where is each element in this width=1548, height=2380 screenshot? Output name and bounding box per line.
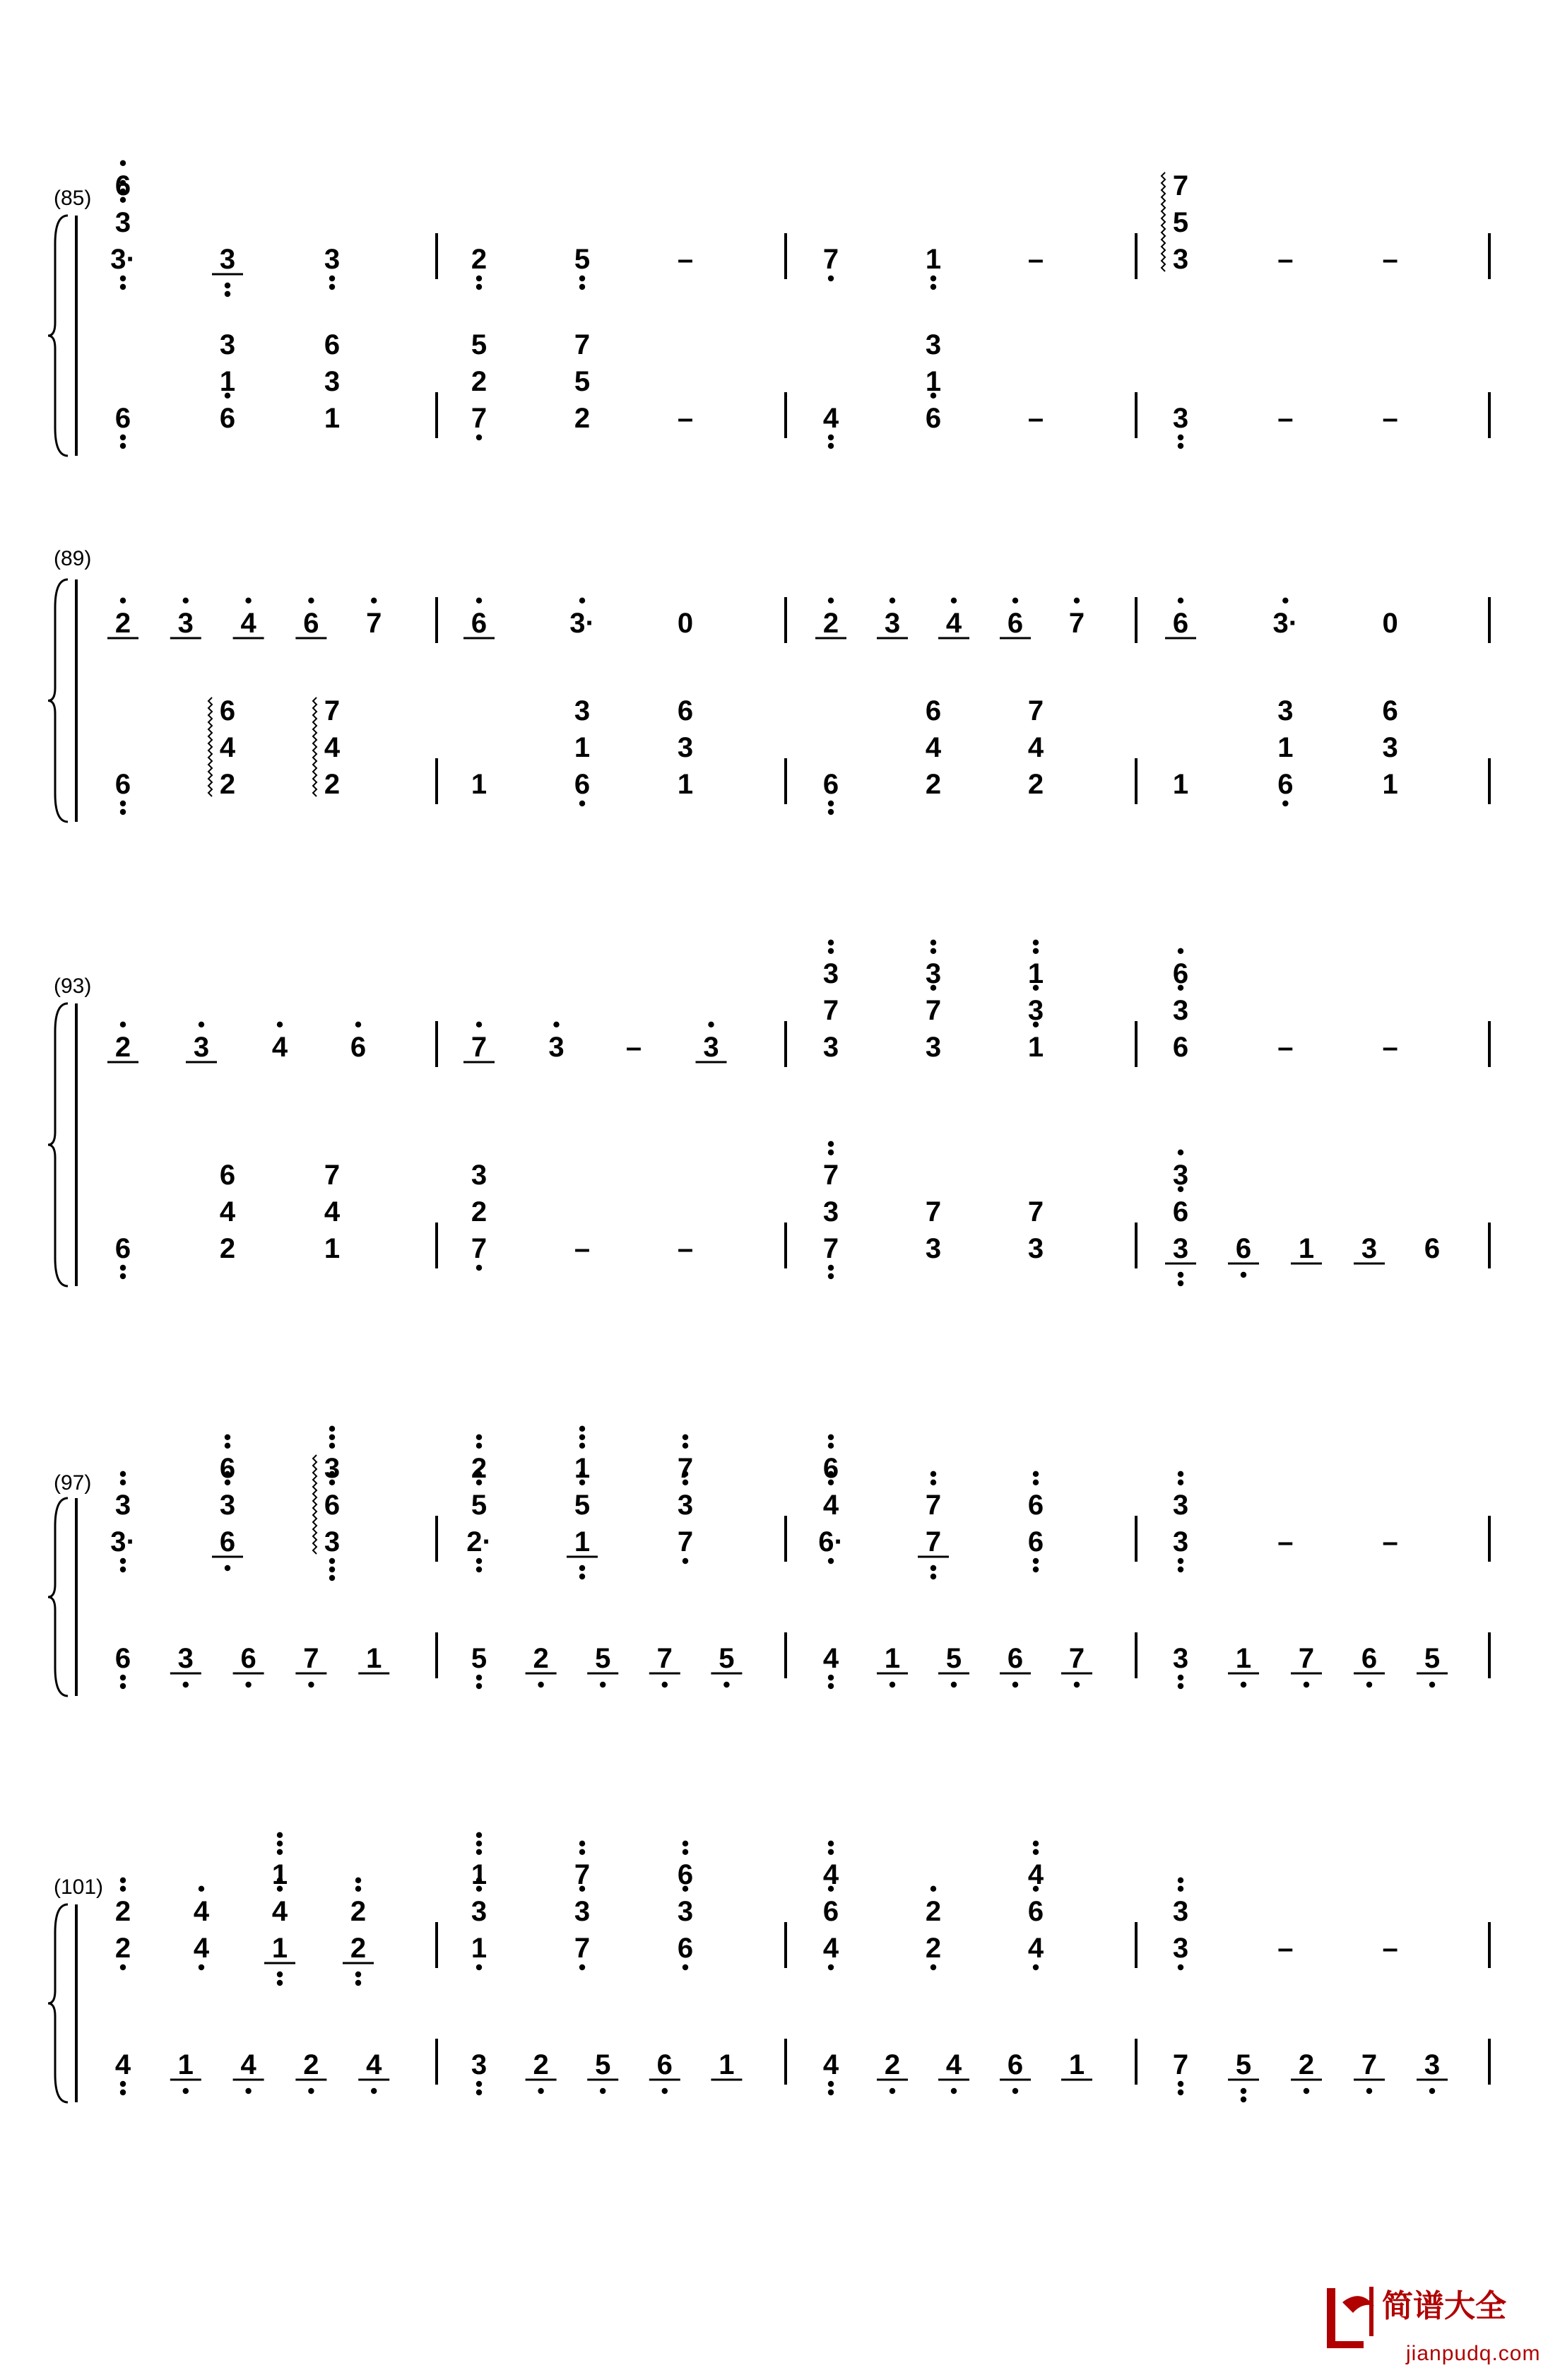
- upper-note: 3: [324, 1526, 341, 1557]
- lower-note: 7: [303, 1643, 319, 1674]
- lower-note: 2: [219, 1233, 236, 1264]
- upper-note: 2·: [466, 1526, 492, 1557]
- chord-note: 5: [574, 1490, 591, 1521]
- chord-note: 4: [822, 1490, 839, 1521]
- upper-note: 0: [677, 608, 694, 639]
- lower-note: –: [1382, 403, 1398, 434]
- system: [48, 1426, 1489, 1696]
- chord-note: 1: [1277, 732, 1294, 763]
- chord-note: 4: [925, 732, 942, 763]
- upper-note: –: [1382, 1032, 1398, 1063]
- upper-note: 3: [219, 244, 236, 275]
- upper-note: 6: [219, 1526, 236, 1557]
- lower-note: 6: [925, 403, 942, 434]
- lower-note: 4: [366, 2049, 382, 2080]
- upper-note: –: [677, 244, 694, 275]
- lower-note: 3: [471, 2049, 488, 2080]
- chord-note: 3: [677, 1490, 694, 1521]
- lower-note: 4: [945, 2049, 962, 2080]
- upper-note: 3: [548, 1032, 565, 1063]
- lower-note: 3: [177, 1643, 194, 1674]
- brand-text: 简谱大全: [1382, 2289, 1506, 2323]
- chord-note: 3: [1172, 1160, 1189, 1191]
- lower-note: 3: [1027, 1233, 1044, 1264]
- chord-note: 3: [114, 1490, 131, 1521]
- chord-note: 1: [1027, 958, 1044, 989]
- chord-note: 6: [1172, 1196, 1189, 1227]
- lower-note: –: [677, 1233, 694, 1264]
- lower-note: –: [677, 403, 694, 434]
- upper-note: 3: [1172, 244, 1189, 275]
- lower-note: 3: [1172, 1233, 1189, 1264]
- chord-note: 3: [1277, 695, 1294, 726]
- lower-note: 7: [822, 1233, 839, 1264]
- lower-note: 2: [925, 769, 942, 800]
- lower-note: –: [1027, 403, 1044, 434]
- chord-note: 6: [324, 329, 341, 360]
- upper-note: 7: [574, 1933, 591, 1964]
- lower-note: 6: [1424, 1233, 1441, 1264]
- lower-note: 5: [595, 1643, 611, 1674]
- chord-note: 4: [219, 1196, 236, 1227]
- lower-note: 5: [595, 2049, 611, 2080]
- upper-note: 2: [114, 1933, 131, 1964]
- upper-note: 4: [193, 1933, 210, 1964]
- upper-note: 3: [703, 1032, 719, 1063]
- chord-note: 7: [324, 1160, 341, 1191]
- lower-note: 4: [822, 2049, 839, 2080]
- chord-note: 3: [1382, 732, 1398, 763]
- brace-icon: [48, 1003, 68, 1286]
- chord-note: 4: [1027, 732, 1044, 763]
- upper-note: 4: [1027, 1933, 1044, 1964]
- upper-note: 3: [884, 608, 901, 639]
- lower-note: 4: [114, 2049, 131, 2080]
- upper-note: 1: [271, 1933, 288, 1964]
- lower-note: 1: [324, 1233, 341, 1264]
- upper-note: 6: [350, 1032, 367, 1063]
- upper-note: 7: [1068, 608, 1085, 639]
- measure-number: (89): [54, 547, 92, 570]
- chord-note: 3: [219, 1490, 236, 1521]
- upper-note: 7: [471, 1032, 488, 1063]
- upper-note: 6: [1172, 1032, 1189, 1063]
- lower-note: 5: [719, 1643, 735, 1674]
- lower-note: 5: [1424, 1643, 1441, 1674]
- arpeggio-icon: [313, 697, 317, 796]
- lower-note: 2: [533, 1643, 549, 1674]
- chord-note: 4: [271, 1896, 288, 1927]
- upper-note: 3: [324, 244, 341, 275]
- lower-note: 1: [1172, 769, 1189, 800]
- lower-note: 6: [114, 769, 131, 800]
- upper-note: 6·: [818, 1526, 844, 1557]
- chord-note: 2: [471, 1453, 488, 1484]
- chord-note: 4: [219, 732, 236, 763]
- upper-note: 4: [240, 608, 256, 639]
- brace-icon: [48, 1498, 68, 1696]
- chord-note: 6: [114, 170, 131, 201]
- chord-note: 7: [925, 1490, 942, 1521]
- lower-note: 4: [822, 403, 839, 434]
- chord-note: 1: [219, 366, 236, 397]
- lower-note: 1: [471, 769, 488, 800]
- chord-note: 7: [1172, 170, 1189, 201]
- watermark: [1321, 2274, 1541, 2366]
- upper-note: –: [1277, 1032, 1294, 1063]
- arpeggio-icon: [1162, 172, 1165, 271]
- lower-note: 7: [656, 1643, 673, 1674]
- upper-note: 6: [1172, 608, 1189, 639]
- upper-note: 0: [1382, 608, 1398, 639]
- upper-note: –: [625, 1032, 642, 1063]
- lower-note: 2: [303, 2049, 319, 2080]
- arpeggio-icon: [208, 697, 212, 796]
- chord-note: 6: [1382, 695, 1398, 726]
- upper-note: 7: [822, 244, 839, 275]
- upper-note: 3: [177, 608, 194, 639]
- system: [48, 547, 1489, 822]
- lower-note: 2: [533, 2049, 549, 2080]
- upper-note: 2: [822, 608, 839, 639]
- chord-note: 7: [574, 329, 591, 360]
- measure-number: (101): [54, 1875, 104, 1899]
- upper-note: –: [1027, 244, 1044, 275]
- lower-note: 3: [1172, 403, 1189, 434]
- lower-note: –: [1277, 403, 1294, 434]
- upper-note: 3: [193, 1032, 210, 1063]
- chord-note: 3: [1027, 995, 1044, 1026]
- chord-note: 6: [822, 1453, 839, 1484]
- lower-note: 7: [1361, 2049, 1378, 2080]
- upper-note: –: [1382, 1933, 1398, 1964]
- chord-note: 3: [822, 1196, 839, 1227]
- measure-number: (97): [54, 1471, 92, 1495]
- chord-note: 7: [574, 1859, 591, 1890]
- upper-note: 3·: [569, 608, 595, 639]
- chord-note: 7: [925, 1196, 942, 1227]
- upper-note: 1: [471, 1933, 488, 1964]
- upper-note: 2: [471, 244, 488, 275]
- upper-note: –: [1382, 244, 1398, 275]
- chord-note: 3: [471, 1896, 488, 1927]
- lower-note: 3: [1424, 2049, 1441, 2080]
- lower-note: 6: [1007, 2049, 1024, 2080]
- lower-note: 5: [945, 1643, 962, 1674]
- chord-note: 6: [219, 695, 236, 726]
- lower-note: –: [574, 1233, 591, 1264]
- lower-note: 2: [574, 403, 591, 434]
- chord-note: 3: [471, 1160, 488, 1191]
- brace-icon: [48, 579, 68, 822]
- chord-note: 6: [1027, 1490, 1044, 1521]
- chord-note: 3: [925, 958, 942, 989]
- chord-note: 2: [350, 1896, 367, 1927]
- lower-note: 5: [471, 1643, 488, 1674]
- upper-note: 6: [677, 1933, 694, 1964]
- lower-note: 6: [822, 769, 839, 800]
- chord-note: 1: [471, 1859, 488, 1890]
- upper-note: 4: [271, 1032, 288, 1063]
- chord-note: 3: [574, 695, 591, 726]
- chord-note: 6: [1172, 958, 1189, 989]
- chord-note: 3: [677, 1896, 694, 1927]
- upper-note: 2: [350, 1933, 367, 1964]
- chord-note: 7: [925, 995, 942, 1026]
- lower-note: 1: [884, 1643, 901, 1674]
- lower-note: 3: [1172, 1643, 1189, 1674]
- system: [48, 160, 1489, 456]
- lower-note: 1: [719, 2049, 735, 2080]
- lower-note: 6: [114, 1233, 131, 1264]
- lower-note: 7: [471, 1233, 488, 1264]
- upper-note: 3·: [1272, 608, 1299, 639]
- chord-note: 4: [822, 1859, 839, 1890]
- upper-note: –: [1277, 244, 1294, 275]
- chord-note: 3: [324, 1453, 341, 1484]
- brace-icon: [48, 216, 68, 456]
- upper-note: 6: [471, 608, 488, 639]
- upper-note: 3: [1172, 1933, 1189, 1964]
- lower-note: 1: [324, 403, 341, 434]
- chord-note: 6: [1027, 1896, 1044, 1927]
- lower-note: 2: [219, 769, 236, 800]
- lower-note: 7: [1172, 2049, 1189, 2080]
- lower-note: 6: [114, 1643, 131, 1674]
- chord-note: 7: [677, 1453, 694, 1484]
- chord-note: 1: [925, 366, 942, 397]
- upper-note: 6: [303, 608, 319, 639]
- chord-note: 2: [471, 1196, 488, 1227]
- upper-note: 4: [945, 608, 962, 639]
- chord-note: 5: [471, 329, 488, 360]
- chord-note: 3: [1172, 995, 1189, 1026]
- chord-note: 7: [324, 695, 341, 726]
- chord-note: 3: [219, 329, 236, 360]
- upper-note: 3·: [110, 244, 136, 275]
- lower-note: 3: [925, 1233, 942, 1264]
- chord-note: 4: [193, 1896, 210, 1927]
- upper-note: 6: [1027, 1526, 1044, 1557]
- chord-note: 4: [1027, 1859, 1044, 1890]
- lower-note: 6: [1007, 1643, 1024, 1674]
- chord-note: 7: [1027, 695, 1044, 726]
- chord-note: 4: [324, 732, 341, 763]
- lower-note: 6: [114, 403, 131, 434]
- upper-note: 7: [925, 1526, 942, 1557]
- lower-note: 2: [1027, 769, 1044, 800]
- lower-note: 3: [1361, 1233, 1378, 1264]
- chord-note: 1: [574, 732, 591, 763]
- system: [48, 940, 1489, 1287]
- chord-note: 5: [1172, 207, 1189, 238]
- chord-note: 6: [925, 695, 942, 726]
- chord-note: 5: [471, 1490, 488, 1521]
- chord-note: 3: [114, 207, 131, 238]
- lower-note: 1: [1235, 1643, 1252, 1674]
- chord-note: 2: [114, 1896, 131, 1927]
- lower-note: 1: [366, 1643, 382, 1674]
- chord-note: 3: [1172, 1896, 1189, 1927]
- upper-note: 5: [574, 244, 591, 275]
- lower-note: 5: [1235, 2049, 1252, 2080]
- chord-note: 7: [1027, 1196, 1044, 1227]
- lower-note: 6: [219, 403, 236, 434]
- upper-note: –: [1382, 1526, 1398, 1557]
- chord-note: 2: [925, 1896, 942, 1927]
- upper-note: –: [1277, 1933, 1294, 1964]
- chord-note: 3: [677, 732, 694, 763]
- upper-note: 3: [1172, 1526, 1189, 1557]
- upper-note: 2: [925, 1933, 942, 1964]
- lower-note: 1: [1298, 1233, 1315, 1264]
- chord-note: 3: [1172, 1490, 1189, 1521]
- upper-note: 1: [574, 1526, 591, 1557]
- chord-note: 5: [574, 366, 591, 397]
- chord-note: 3: [324, 366, 341, 397]
- chord-note: 7: [822, 1160, 839, 1191]
- chord-note: 7: [822, 995, 839, 1026]
- upper-note: 3: [925, 1032, 942, 1063]
- upper-note: 2: [114, 608, 131, 639]
- lower-note: 2: [884, 2049, 901, 2080]
- lower-note: 7: [1068, 1643, 1085, 1674]
- chord-note: 6: [219, 1160, 236, 1191]
- upper-note: 2: [114, 1032, 131, 1063]
- brace-icon: [48, 1904, 68, 2102]
- lower-note: 1: [677, 769, 694, 800]
- chord-note: 2: [471, 366, 488, 397]
- lower-note: 1: [1382, 769, 1398, 800]
- lower-note: 6: [240, 1643, 256, 1674]
- site-url: jianpudq.com: [1406, 2342, 1541, 2365]
- lower-note: 1: [1068, 2049, 1085, 2080]
- upper-note: 1: [1027, 1032, 1044, 1063]
- lower-note: 6: [1277, 769, 1294, 800]
- lower-note: 7: [1298, 1643, 1315, 1674]
- chord-note: 6: [677, 695, 694, 726]
- upper-note: 3·: [110, 1526, 136, 1557]
- chord-note: 3: [574, 1896, 591, 1927]
- lower-note: 2: [324, 769, 341, 800]
- chord-note: 1: [271, 1859, 288, 1890]
- measure-number: (85): [54, 187, 92, 210]
- upper-note: 3: [822, 1032, 839, 1063]
- arpeggio-icon: [313, 1455, 317, 1554]
- upper-note: –: [1277, 1526, 1294, 1557]
- lower-note: 2: [1298, 2049, 1315, 2080]
- chord-note: 6: [677, 1859, 694, 1890]
- chord-note: 6: [822, 1896, 839, 1927]
- lower-note: 6: [656, 2049, 673, 2080]
- chord-note: 4: [324, 1196, 341, 1227]
- upper-note: 7: [677, 1526, 694, 1557]
- chord-note: 1: [574, 1453, 591, 1484]
- system: [48, 1832, 1489, 2103]
- upper-note: 7: [366, 608, 382, 639]
- upper-note: 6: [1007, 608, 1024, 639]
- chord-note: 3: [925, 329, 942, 360]
- upper-note: 1: [925, 244, 942, 275]
- chord-note: 6: [219, 1453, 236, 1484]
- upper-note: 4: [822, 1933, 839, 1964]
- lower-note: 4: [240, 2049, 256, 2080]
- lower-note: 6: [1361, 1643, 1378, 1674]
- lower-note: 7: [471, 403, 488, 434]
- chord-note: 3: [822, 958, 839, 989]
- chord-note: 6: [324, 1490, 341, 1521]
- lower-note: 4: [822, 1643, 839, 1674]
- lower-note: 1: [177, 2049, 194, 2080]
- measure-number: (93): [54, 974, 92, 998]
- lower-note: 6: [1235, 1233, 1252, 1264]
- lower-note: 6: [574, 769, 591, 800]
